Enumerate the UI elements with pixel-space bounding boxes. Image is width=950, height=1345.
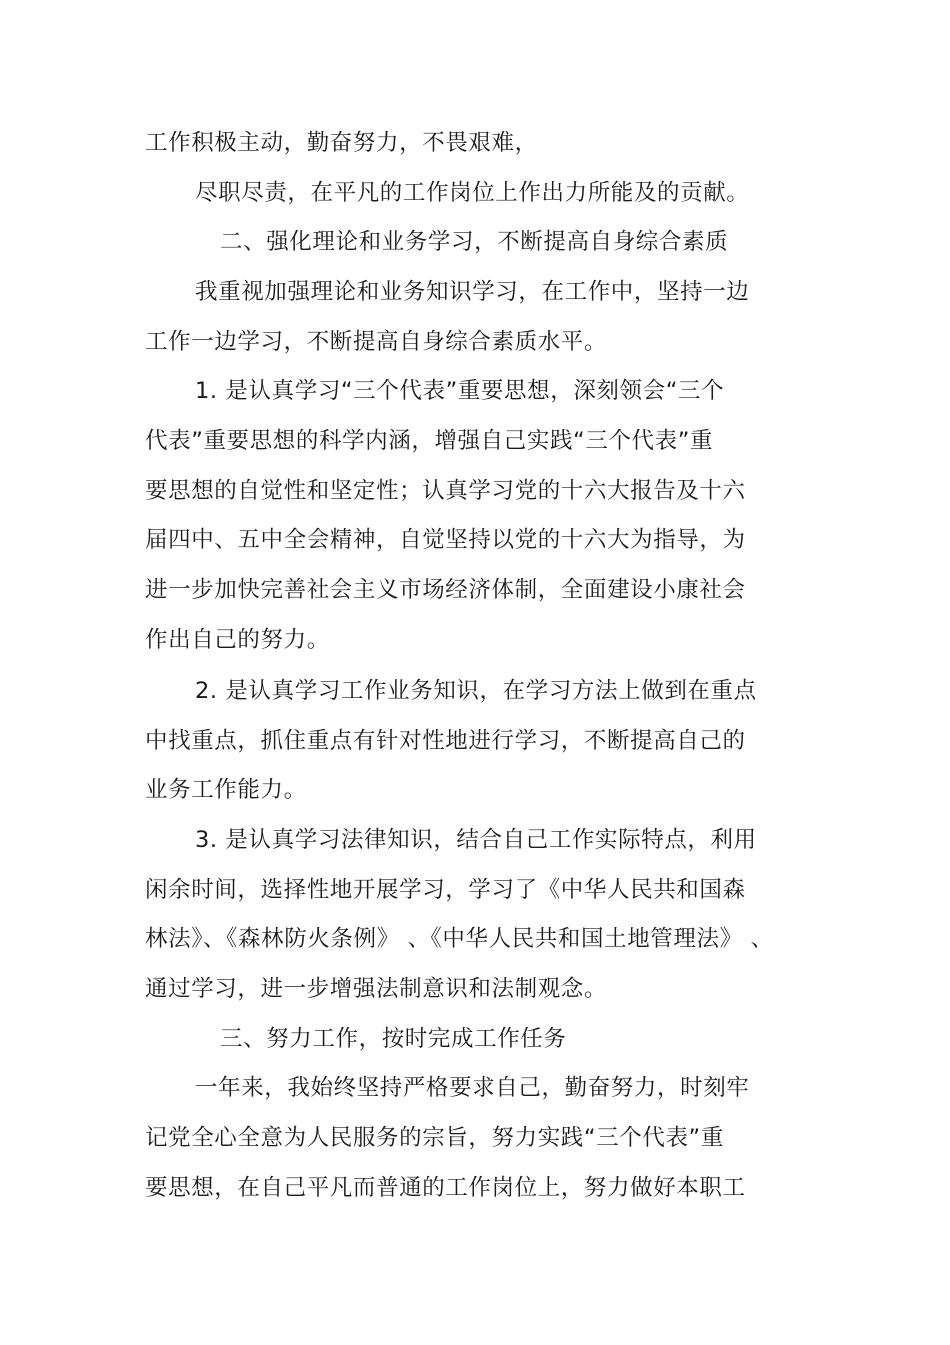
text-line: 2. 是认真学习工作业务知识，在学习方法上做到在重点 xyxy=(195,678,757,704)
text-line: 通过学习，进一步增强法制意识和法制观念。 xyxy=(145,976,608,1002)
text-line: 业务工作能力。 xyxy=(145,777,307,803)
text-line: 届四中、五中全会精神，自觉坚持以党的十六大为指导，为 xyxy=(145,527,746,553)
text-line: 代表”重要思想的科学内涵，增强自己实践“三个代表”重 xyxy=(145,428,714,454)
text-line: 作出自己的努力。 xyxy=(145,627,330,653)
text-line: 中找重点，抓住重点有针对性地进行学习，不断提高自己的 xyxy=(145,728,746,754)
text-line: 1. 是认真学习“三个代表”重要思想，深刻领会“三个 xyxy=(195,378,725,404)
text-line: 要思想的自觉性和坚定性；认真学习党的十六大报告及十六 xyxy=(145,478,746,504)
text-line: 要思想，在自己平凡而普通的工作岗位上，努力做好本职工 xyxy=(145,1175,746,1201)
text-line: 一年来，我始终坚持严格要求自己，勤奋努力，时刻牢 xyxy=(195,1075,750,1101)
text-line: 记党全心全意为人民服务的宗旨，努力实践“三个代表”重 xyxy=(145,1125,724,1151)
text-line: 工作积极主动，勤奋努力，不畏艰难， xyxy=(145,130,538,156)
text-line: 闲余时间，选择性地开展学习，学习了《中华人民共和国森 xyxy=(145,877,746,903)
text-line: 尽职尽责，在平凡的工作岗位上作出力所能及的贡献。 xyxy=(195,180,750,206)
text-line: 我重视加强理论和业务知识学习，在工作中，坚持一边 xyxy=(195,279,750,305)
text-line: 工作一边学习，不断提高自身综合素质水平。 xyxy=(145,329,608,355)
text-line: 林法》、《森林防火条例》 、《中华人民共和国土地管理法》 、 xyxy=(145,926,774,952)
text-line: 进一步加快完善社会主义市场经济体制，全面建设小康社会 xyxy=(145,577,746,603)
section-heading: 三、努力工作，按时完成工作任务 xyxy=(220,1026,567,1052)
text-line: 3. 是认真学习法律知识，结合自己工作实际特点，利用 xyxy=(195,827,757,853)
section-heading: 二、强化理论和业务学习，不断提高自身综合素质 xyxy=(220,229,729,255)
